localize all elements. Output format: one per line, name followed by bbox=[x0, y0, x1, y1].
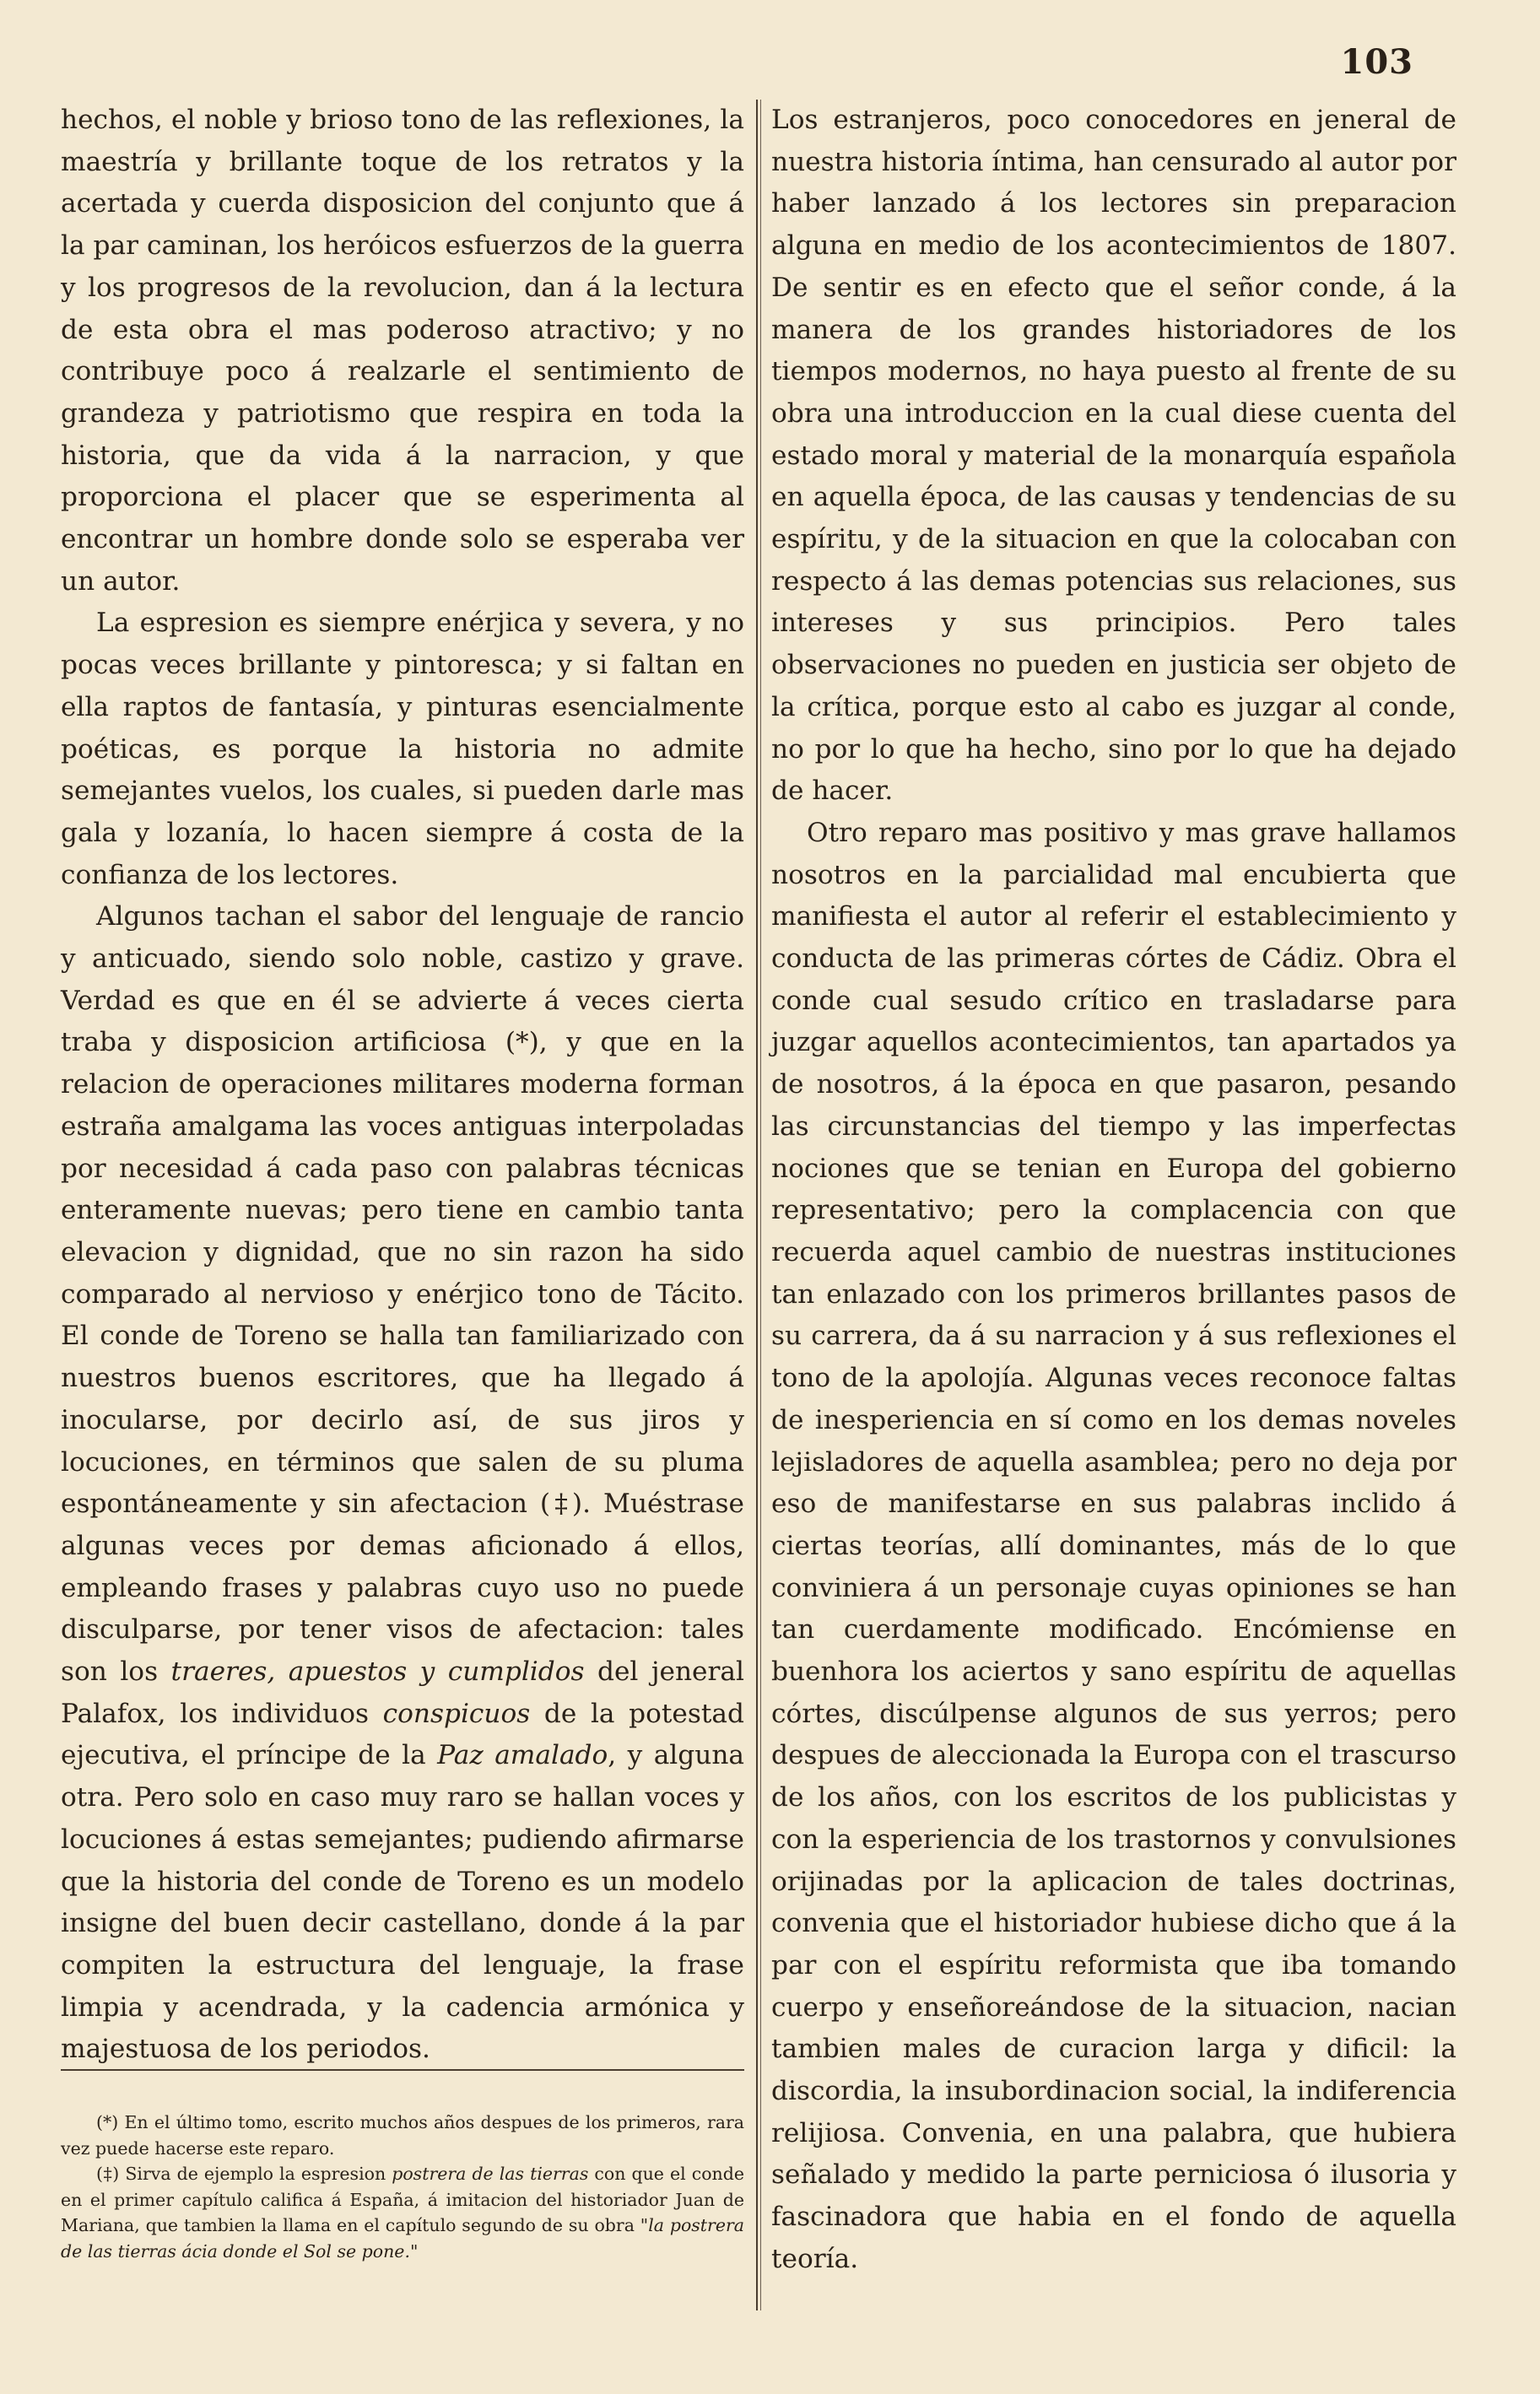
italic-text: Paz amalado bbox=[437, 1740, 608, 1771]
italic-text: la postrera de las tierras ácia donde el Sol se pone. bbox=[61, 2215, 744, 2262]
footnote bbox=[61, 2110, 744, 2161]
text-run: La espresion es siempre enérjica y severa, y no pocas veces brillante y pintoresca; y si faltan en ella raptos de fantasía, y pinturas esencialmente poéticas, es porque la historia no admite semejantes vuelos, los cuales, si pueden darle mas gala y lozanía, lo hacen siempre á costa de la confianza de los lectores. bbox=[61, 608, 744, 890]
page-number: 103 bbox=[1340, 42, 1413, 82]
text-run: Los estranjeros, poco conocedores en jeneral de nuestra historia íntima, han censurado al autor por haber lanzado á los lectores sin preparacion alguna en medio de los acontecimientos de 1807. De sentir es en efecto que el señor conde, á la manera de los grandes historiadores de los tiempos modernos, no haya puesto al frente de su obra una introduccion en la cual diese cuenta del estado moral y material de la monarquía española en aquella época, de las causas y tendencias de su espíritu, y de la situacion en que la colocaban con respecto á las demas potencias sus relaciones, sus intereses y sus principios. Pero tales observaciones no pueden en justicia ser objeto de la crítica, porque esto al cabo es juzgar al conde, no por lo que ha hecho, sino por lo que ha dejado de hacer. bbox=[771, 105, 1456, 807]
text-run: (*) En el último tomo, escrito muchos años despues de los primeros, rara vez puede hacerse este reparo. bbox=[61, 2112, 744, 2159]
paragraph bbox=[771, 813, 1456, 2281]
text-run: (‡) Sirva de ejemplo la espresion bbox=[96, 2164, 392, 2184]
text-run: Otro reparo mas positivo y mas grave hallamos nosotros en la parcialidad mal encubierta que manifiesta el autor al referir el establecimiento y conducta de las primeras córtes de Cádiz. Obra el conde cual sesudo crítico en trasladarse para juzgar aquellos acontecimientos, tan apartados ya de nosotros, á la época en que pasaron, pesando las circunstancias del tiempo y las imperfectas nociones que se tenian en Europa del gobierno representativo; pero la complacencia con que recuerda aquel cambio de nuestras instituciones tan enlazado con los primeros brillantes pasos de su carrera, da á su narracion y á sus reflexiones el tono de la apolojía. Algunas veces reconoce faltas de inesperiencia en sí como en los demas noveles lejisladores de aquella asamblea; pero no deja por eso de manifestarse en sus palabras inclido á ciertas teorías, allí dominantes, más de lo que conviniera á un personaje cuyas opiniones se han tan cuerdamente modificado. Encómiense en buenhora los aciertos y sano espíritu de aquellas córtes, discúlpense algunos de sus yerros; pero despues de aleccionada la Europa con el trascurso de los años, con los escritos de los publicistas y con la esperiencia de los trastornos y convulsiones orijinadas por la aplicacion de tales doctrinas, convenia que el historiador hubiese dicho que á la par con el espíritu reformista que iba tomando cuerpo y enseñoreándose de la situacion, nacian tambien males de curacion larga y dificil: la discordia, la insubordinacion social, la indiferencia relijiosa. Convenia, en una palabra, que hubiera señalado y medido la parte perniciosa ó ilusoria y fascinadora que habia en el fondo de aquella teoría. bbox=[771, 817, 1456, 2274]
italic-text: postrera de las tierras bbox=[392, 2164, 589, 2184]
italic-text: traeres, apuestos y cumplidos bbox=[170, 1656, 585, 1688]
footnotes bbox=[61, 2110, 744, 2264]
paragraph bbox=[771, 100, 1456, 813]
text-run: Algunos tachan el sabor del lenguaje de rancio y anticuado, siendo solo noble, castizo y grave. Verdad es que en él se advierte á veces cierta traba y disposicion artificiosa (*), y que en la relacion de operaciones militares moderna forman estraña amalgama las voces antiguas interpoladas por necesidad á cada paso con palabras técnicas enteramente nuevas; pero tiene en cambio tanta elevacion y dignidad, que no sin razon ha sido comparado al nervioso y enérjico tono de Tácito. El conde de Toreno se halla tan familiarizado con nuestros buenos escritores, que ha llegado á inocularse, por decirlo así, de sus jiros y locuciones, en términos que salen de su pluma espontáneamente y sin afectacion (‡). Muéstrase algunas veces por demas aficionado á ellos, empleando frases y palabras cuyo uso no puede disculparse, por tener visos de afectacion: tales son los bbox=[61, 901, 744, 1688]
text-run: del jeneral Palafox, los individuos bbox=[61, 1656, 744, 1729]
paragraph bbox=[61, 100, 744, 603]
column-rule bbox=[756, 100, 758, 2310]
italic-text: conspicuos bbox=[382, 1698, 531, 1729]
footnote-rule bbox=[61, 2069, 744, 2071]
footnote bbox=[61, 2161, 744, 2264]
text-run: de la potestad ejecutiva, el príncipe de la bbox=[61, 1698, 744, 1771]
paragraph bbox=[61, 896, 744, 2071]
left-column bbox=[61, 100, 744, 2071]
text-run: " bbox=[409, 2240, 419, 2262]
paragraph bbox=[61, 603, 744, 896]
column-rule-inner bbox=[760, 100, 761, 2310]
text-run: , y alguna otra. Pero solo en caso muy raro se hallan voces y locuciones á estas semejantes; pudiendo afirmarse que la historia del conde de Toreno es un modelo insigne del buen decir castellano, donde á la par compiten la estructura del lenguaje, la frase limpia y acendrada, y la cadencia armónica y majestuosa de los periodos. bbox=[61, 1740, 744, 2065]
text-run: hechos, el noble y brioso tono de las reflexiones, la maestría y brillante toque de los retratos y la acertada y cuerda disposicion del conjunto que á la par caminan, los heróicos esfuerzos de la guerra y los progresos de la revolucion, dan á la lectura de esta obra el mas poderoso atractivo; y no contribuye poco á realzarle el sentimiento de grandeza y patriotismo que respira en toda la historia, que da vida á la narracion, y que proporciona el placer que se esperimenta al encontrar un hombre donde solo se esperaba ver un autor. bbox=[61, 105, 744, 597]
right-column bbox=[771, 100, 1456, 2281]
text-run: con que el conde en el primer capítulo califica á España, á imitacion del historiador Juan de Mariana, que tambien la llama en el capítulo segundo de su obra " bbox=[61, 2164, 744, 2235]
